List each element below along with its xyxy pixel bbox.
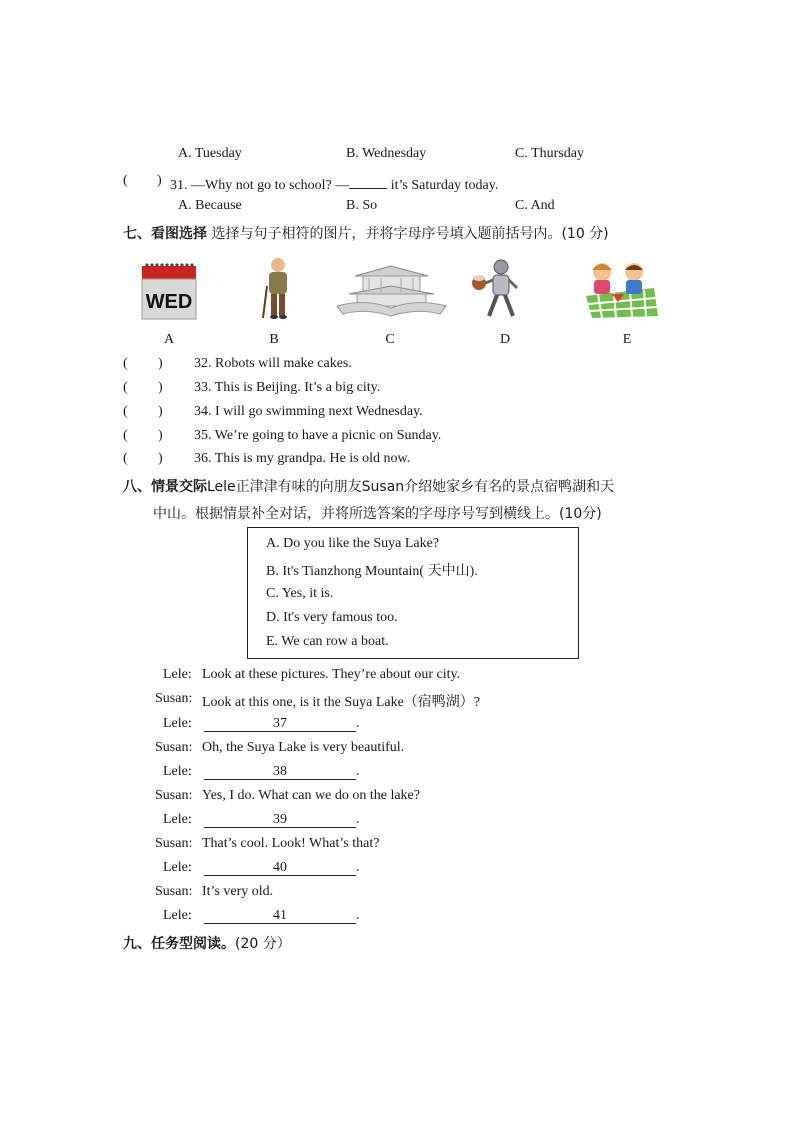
q31-question bbox=[170, 173, 498, 194]
dialogue-speaker: Lele: bbox=[163, 764, 192, 779]
answer-blank[interactable]: 39 bbox=[204, 812, 356, 828]
dialogue-text: Yes, I do. What can we do on the lake? bbox=[202, 788, 420, 803]
answer-paren-close: ) bbox=[158, 380, 163, 395]
options-box bbox=[247, 527, 579, 659]
answer-blank[interactable]: 37 bbox=[204, 716, 356, 732]
dialogue-speaker: Susan: bbox=[155, 884, 193, 899]
question-34: 34. I will go swimming next Wednesday. bbox=[194, 404, 423, 419]
dialogue-speaker: Susan: bbox=[155, 740, 193, 755]
dialogue-text: It’s very old. bbox=[202, 884, 274, 899]
answer-blank[interactable]: 41 bbox=[204, 908, 356, 924]
picture-label-e: E bbox=[622, 332, 632, 347]
section9-score: (20 分） bbox=[235, 936, 291, 952]
section8-intro-line2: 中山。根据情景补全对话，并将所选答案的字母序号写到横线上。(10分) bbox=[153, 506, 602, 522]
dialogue-text: Look at these pictures. They’re about our city. bbox=[202, 667, 461, 682]
answer-paren-open: ( bbox=[123, 451, 128, 466]
dialogue-speaker: Lele: bbox=[163, 908, 192, 923]
period: . bbox=[356, 908, 360, 923]
q30-option-b: B. Wednesday bbox=[346, 146, 427, 161]
answer-paren-close: ) bbox=[157, 173, 162, 188]
option-a: A. Do you like the Suya Lake? bbox=[266, 536, 440, 551]
period: . bbox=[356, 812, 360, 827]
answer-paren-close: ) bbox=[158, 428, 163, 443]
answer-paren-open: ( bbox=[123, 173, 128, 188]
option-d: D. It's very famous too. bbox=[266, 610, 398, 625]
picture-label-c: C bbox=[385, 332, 395, 347]
option-b: B. It's Tianzhong Mountain( 天中山). bbox=[266, 564, 478, 579]
answer-line-39 bbox=[204, 812, 360, 828]
q30-option-c: C. Thursday bbox=[515, 146, 584, 161]
dialogue-speaker: Lele: bbox=[163, 667, 192, 682]
robot-picture bbox=[471, 258, 529, 320]
grandpa-picture bbox=[258, 256, 294, 320]
answer-line-41 bbox=[204, 908, 360, 924]
question-32: 32. Robots will make cakes. bbox=[194, 356, 352, 371]
section8-number: 八、情景交际 bbox=[123, 479, 207, 495]
q31-option-a: A. Because bbox=[178, 198, 242, 213]
q31-option-b: B. So bbox=[346, 198, 378, 213]
beijing-building-picture bbox=[335, 262, 448, 318]
dialogue-speaker: Lele: bbox=[163, 860, 192, 875]
section8-intro-line1: Lele正津津有味的向朋友Susan介绍她家乡有名的景点宿鸭湖和天 bbox=[207, 479, 615, 495]
dialogue-text: Look at this one, is it the Suya Lake（宿鸭湖）? bbox=[202, 695, 481, 710]
section7-instruction: 选择与句子相符的图片，并将字母序号填入题前括号内。(10 分) bbox=[211, 226, 609, 242]
section7-heading bbox=[123, 223, 609, 243]
dialogue-speaker: Lele: bbox=[163, 812, 192, 827]
answer-paren-open: ( bbox=[123, 404, 128, 419]
period: . bbox=[356, 860, 360, 875]
q31-text-after: it’s Saturday today. bbox=[390, 178, 499, 193]
answer-paren-open: ( bbox=[123, 356, 128, 371]
calendar-text: WED bbox=[145, 291, 193, 313]
answer-paren-close: ) bbox=[158, 356, 163, 371]
answer-line-38 bbox=[204, 764, 360, 780]
q31-text-before: 31. —Why not go to school? — bbox=[170, 178, 350, 193]
option-c: C. Yes, it is. bbox=[266, 586, 334, 601]
section7-number: 七、看图选择 bbox=[123, 226, 207, 242]
answer-blank[interactable]: 38 bbox=[204, 764, 356, 780]
dialogue-text: That’s cool. Look! What’s that? bbox=[202, 836, 380, 851]
period: . bbox=[356, 716, 360, 731]
question-36: 36. This is my grandpa. He is old now. bbox=[194, 451, 411, 466]
picture-label-a: A bbox=[163, 332, 175, 347]
period: . bbox=[356, 764, 360, 779]
dialogue-text: Oh, the Suya Lake is very beautiful. bbox=[202, 740, 405, 755]
answer-line-37 bbox=[204, 716, 360, 732]
picture-label-d: D bbox=[499, 332, 511, 347]
answer-paren-close: ) bbox=[158, 451, 163, 466]
dialogue-speaker: Lele: bbox=[163, 716, 192, 731]
answer-blank[interactable]: 40 bbox=[204, 860, 356, 876]
picnic-picture bbox=[584, 258, 660, 320]
answer-paren-open: ( bbox=[123, 380, 128, 395]
dialogue-speaker: Susan: bbox=[155, 691, 193, 706]
q31-blank[interactable] bbox=[349, 173, 387, 189]
option-e: E. We can row a boat. bbox=[266, 634, 389, 649]
question-33: 33. This is Beijing. It’s a big city. bbox=[194, 380, 381, 395]
answer-paren-close: ) bbox=[158, 404, 163, 419]
q30-option-a: A. Tuesday bbox=[178, 146, 242, 161]
question-35: 35. We’re going to have a picnic on Sunday. bbox=[194, 428, 442, 443]
answer-paren-open: ( bbox=[123, 428, 128, 443]
calendar-wed-picture bbox=[141, 262, 197, 320]
dialogue-speaker: Susan: bbox=[155, 788, 193, 803]
dialogue-speaker: Susan: bbox=[155, 836, 193, 851]
picture-label-b: B bbox=[269, 332, 279, 347]
section8-heading bbox=[123, 476, 614, 496]
q31-option-c: C. And bbox=[515, 198, 555, 213]
section9-number: 九、任务型阅读。 bbox=[123, 936, 235, 952]
answer-line-40 bbox=[204, 860, 360, 876]
section9-heading bbox=[123, 933, 291, 953]
